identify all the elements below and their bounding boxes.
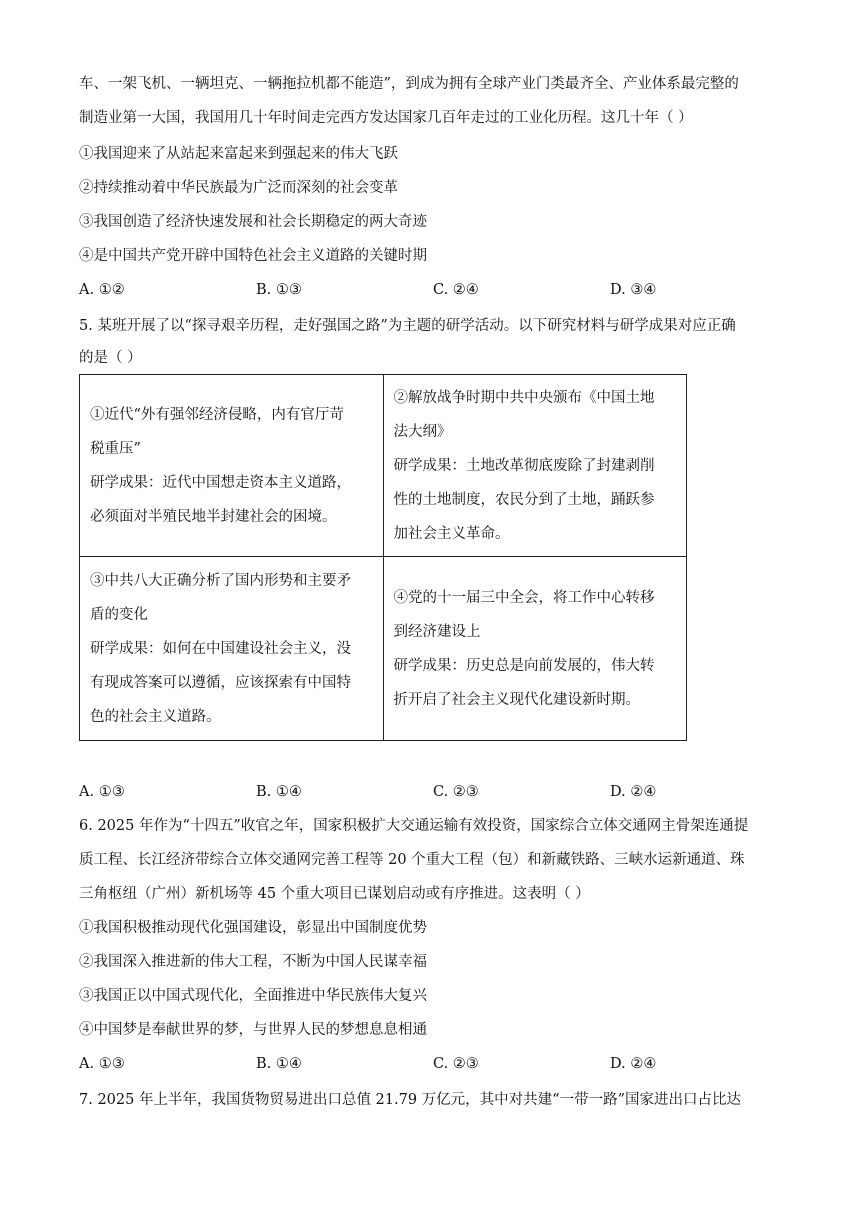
q4-option-a: A. ①②	[79, 282, 125, 298]
q5-stem-line-2: 的是（ ）	[79, 350, 142, 366]
q6-statement-4: ④中国梦是奉献世界的梦，与世界人民的梦想息息相通	[79, 1022, 427, 1038]
q4-statement-2: ②持续推动着中华民族最为广泛而深刻的社会变革	[79, 180, 398, 196]
q5-option-d: D. ②④	[610, 784, 657, 800]
q6-stem-line-2: 质工程、长江经济带综合立体交通网完善工程等 20 个重大工程（包）和新藏铁路、三峡水运新通道、珠	[79, 852, 745, 868]
q5-cell-3: ③中共八大正确分析了国内形势和主要矛 盾的变化 研学成果：如何在中国建设社会主义，没 有现成答案可以遵循，应该探索有中国特 色的社会主义道路。	[80, 557, 384, 741]
q5-material-table	[79, 374, 687, 741]
q6-statement-1: ①我国积极推动现代化强国建设，彰显出中国制度优势	[79, 920, 427, 936]
q5-option-b: B. ①④	[256, 784, 302, 800]
q6-stem-line-1: 6. 2025 年作为“十四五”收官之年，国家积极扩大交通运输有效投资，国家综合立体交通网主骨架连通提	[79, 818, 749, 834]
q7-stem-line-1: 7. 2025 年上半年，我国货物贸易进出口总值 21.79 万亿元，其中对共建“一带一路”国家进出口占比达	[79, 1092, 742, 1108]
q4-statement-3: ③我国创造了经济快速发展和社会长期稳定的两大奇迹	[79, 214, 427, 230]
q5-stem-line-1: 5. 某班开展了以“探寻艰辛历程，走好强国之路”为主题的研学活动。以下研究材料与研学成果对应正确	[79, 318, 736, 334]
q5-cell-4: ④党的十一届三中全会，将工作中心转移 到经济建设上 研学成果：历史总是向前发展的，伟大转 折开启了社会主义现代化建设新时期。	[383, 557, 687, 741]
q5-cell-1: ①近代“外有强邻经济侵略，内有官厅苛 税重压” 研学成果：近代中国想走资本主义道路， 必须面对半殖民地半封建社会的困境。	[80, 375, 384, 557]
q4-option-c: C. ②④	[433, 282, 479, 298]
q6-statement-2: ②我国深入推进新的伟大工程，不断为中国人民谋幸福	[79, 954, 427, 970]
q5-cell-2: ②解放战争时期中共中央颁布《中国土地 法大纲》 研学成果：土地改革彻底废除了封建剥削 性的土地制度，农民分到了土地，踊跃参 加社会主义革命。	[383, 375, 687, 557]
q5-option-c: C. ②③	[433, 784, 479, 800]
q4-statement-4: ④是中国共产党开辟中国特色社会主义道路的关键时期	[79, 248, 427, 264]
q4-option-d: D. ③④	[610, 282, 657, 298]
q6-option-a: A. ①③	[79, 1056, 125, 1072]
q4-statement-1: ①我国迎来了从站起来富起来到强起来的伟大飞跃	[79, 146, 398, 162]
q6-option-d: D. ②④	[610, 1056, 657, 1072]
q6-option-c: C. ②③	[433, 1056, 479, 1072]
intro-line-1: 车、一架飞机、一辆坦克、一辆拖拉机都不能造”，到成为拥有全球产业门类最齐全、产业体系最完整的	[79, 76, 739, 92]
q6-statement-3: ③我国正以中国式现代化，全面推进中华民族伟大复兴	[79, 988, 427, 1004]
q4-option-b: B. ①③	[256, 282, 302, 298]
q6-option-b: B. ①④	[256, 1056, 302, 1072]
q5-option-a: A. ①③	[79, 784, 125, 800]
intro-line-2: 制造业第一大国，我国用几十年时间走完西方发达国家几百年走过的工业化历程。这几十年（ ）	[79, 110, 693, 126]
q6-stem-line-3: 三角枢纽（广州）新机场等 45 个重大项目已谋划启动或有序推进。这表明（ ）	[79, 886, 590, 902]
